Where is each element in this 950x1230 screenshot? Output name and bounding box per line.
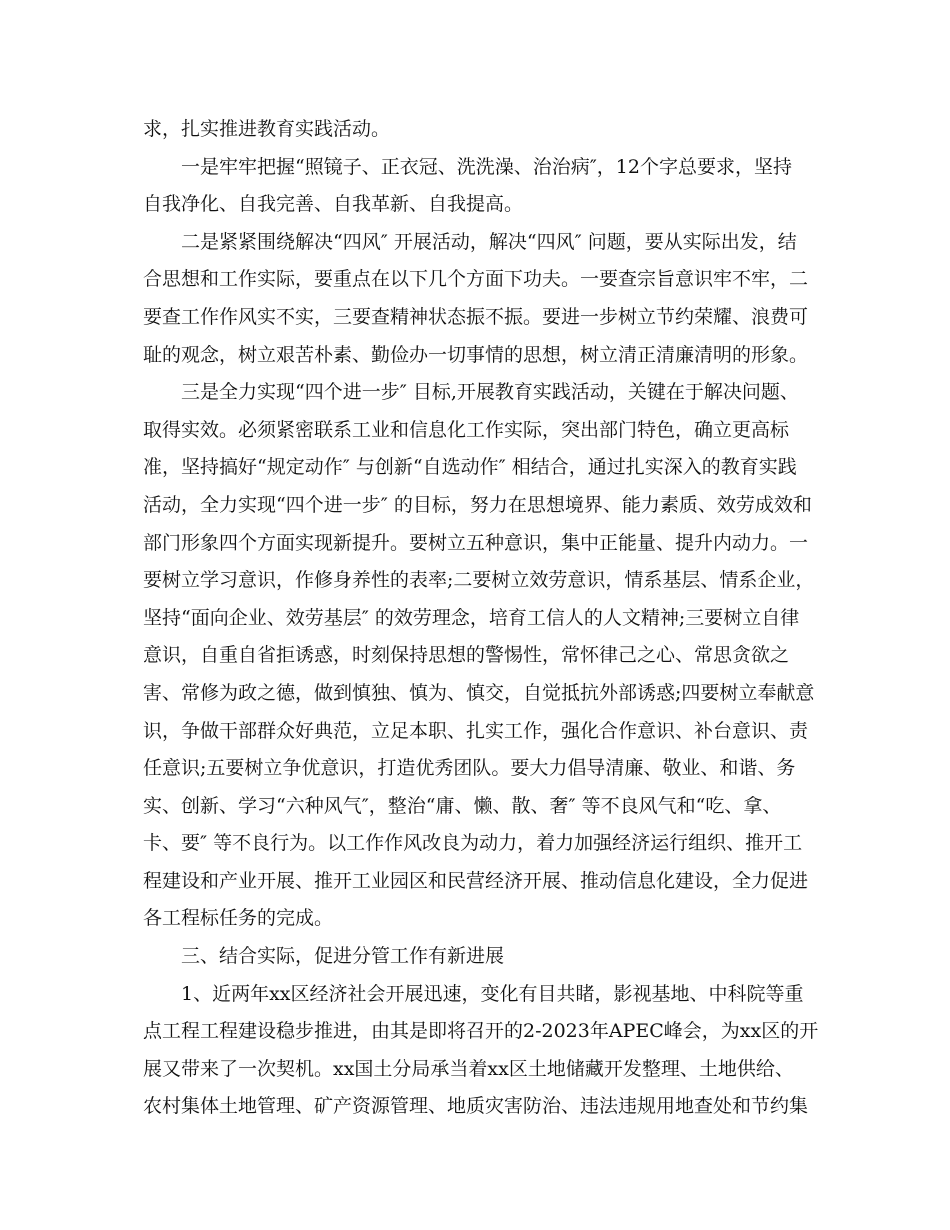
text-line: 准，坚持搞好“规定动作″ 与创新“自选动作″ 相结合，通过扎实深入的教育实践	[143, 456, 797, 479]
text-line: 任意识;五要树立争优意识，打造优秀团队。要大力倡导清廉、敬业、和谐、务	[143, 757, 796, 780]
text-line: 合思想和工作实际，要重点在以下几个方面下功夫。一要查宗旨意识牢不牢，二	[143, 268, 809, 291]
document-body	[143, 111, 819, 1126]
text-line: 农村集体土地管理、矿产资源管理、地质灾害防治、违法违规用地查处和节约集	[143, 1095, 809, 1118]
text-line: 各工程标任务的完成。	[143, 907, 334, 930]
text-line: 卡、要″ 等不良行为。以工作作风改良为动力，着力加强经济运行组织、推开工	[143, 832, 803, 855]
paragraph-first-line: 三是全力实现“四个进一步″ 目标,开展教育实践活动，关键在于解决问题、	[181, 381, 799, 404]
paragraph-first-line: 1、近两年xx区经济社会开展迅速，变化有目共睹，影视基地、中科院等重	[181, 982, 804, 1005]
text-line: 取得实效。必须紧密联系工业和信息化工作实际，突出部门特色，确立更高标	[143, 418, 790, 441]
text-line: 要查工作作风实不实，三要查精神状态振不振。要进一步树立节约荣耀、浪费可	[143, 305, 809, 328]
text-line: 求，扎实推进教育实践活动。	[143, 118, 391, 140]
text-line: 要树立学习意识，作修身养性的表率;二要树立效劳意识，情系基层、情系企业，	[143, 569, 815, 592]
text-line: 意识，自重自省拒诱惑，时刻保持思想的警惕性，常怀律己之心、常思贪欲之	[143, 644, 790, 667]
text-line: 点工程工程建设稳步推进，由其是即将召开的2-2023年APEC峰会，为xx区的开	[143, 1020, 819, 1043]
paragraph-first-line: 二是紧紧围绕解决“四风″ 开展活动，解决“四风″ 问题，要从实际出发，结	[181, 230, 797, 253]
section-heading: 三、结合实际，促进分管工作有新进展	[181, 945, 505, 968]
text-line: 部门形象四个方面实现新提升。要树立五种意识，集中正能量、提升内动力。一	[143, 531, 809, 554]
text-line: 自我净化、自我完善、自我革新、自我提高。	[143, 193, 524, 216]
text-line: 害、常修为政之德，做到慎独、慎为、慎交，自觉抵抗外部诱惑;四要树立奉献意	[143, 681, 815, 704]
text-line: 实、创新、学习“六种风气″，整治“庸、懒、散、奢″ 等不良风气和“吃、拿、	[143, 794, 782, 817]
text-line: 坚持“面向企业、效劳基层″ 的效劳理念，培育工信人的人文精神;三要树立自律	[143, 606, 800, 629]
text-line: 活动，全力实现“四个进一步″ 的目标，努力在思想境界、能力素质、效劳成效和	[143, 493, 812, 516]
paragraph-first-line: 一是牢牢把握“照镜子、正衣冠、洗洗澡、治治病″，12个字总要求，坚持	[181, 155, 792, 178]
text-line: 展又带来了一次契机。xx国土分局承当着xx区土地储藏开发整理、土地供给、	[143, 1057, 794, 1080]
text-line: 耻的观念，树立艰苦朴素、勤俭办一切事情的思想，树立清正清廉清明的形象。	[143, 343, 809, 366]
text-line: 程建设和产业开展、推开工业园区和民营经济开展、推动信息化建设，全力促进	[143, 869, 809, 892]
text-line: 识，争做干部群众好典范，立足本职、扎实工作，强化合作意识、补台意识、责	[143, 719, 809, 742]
